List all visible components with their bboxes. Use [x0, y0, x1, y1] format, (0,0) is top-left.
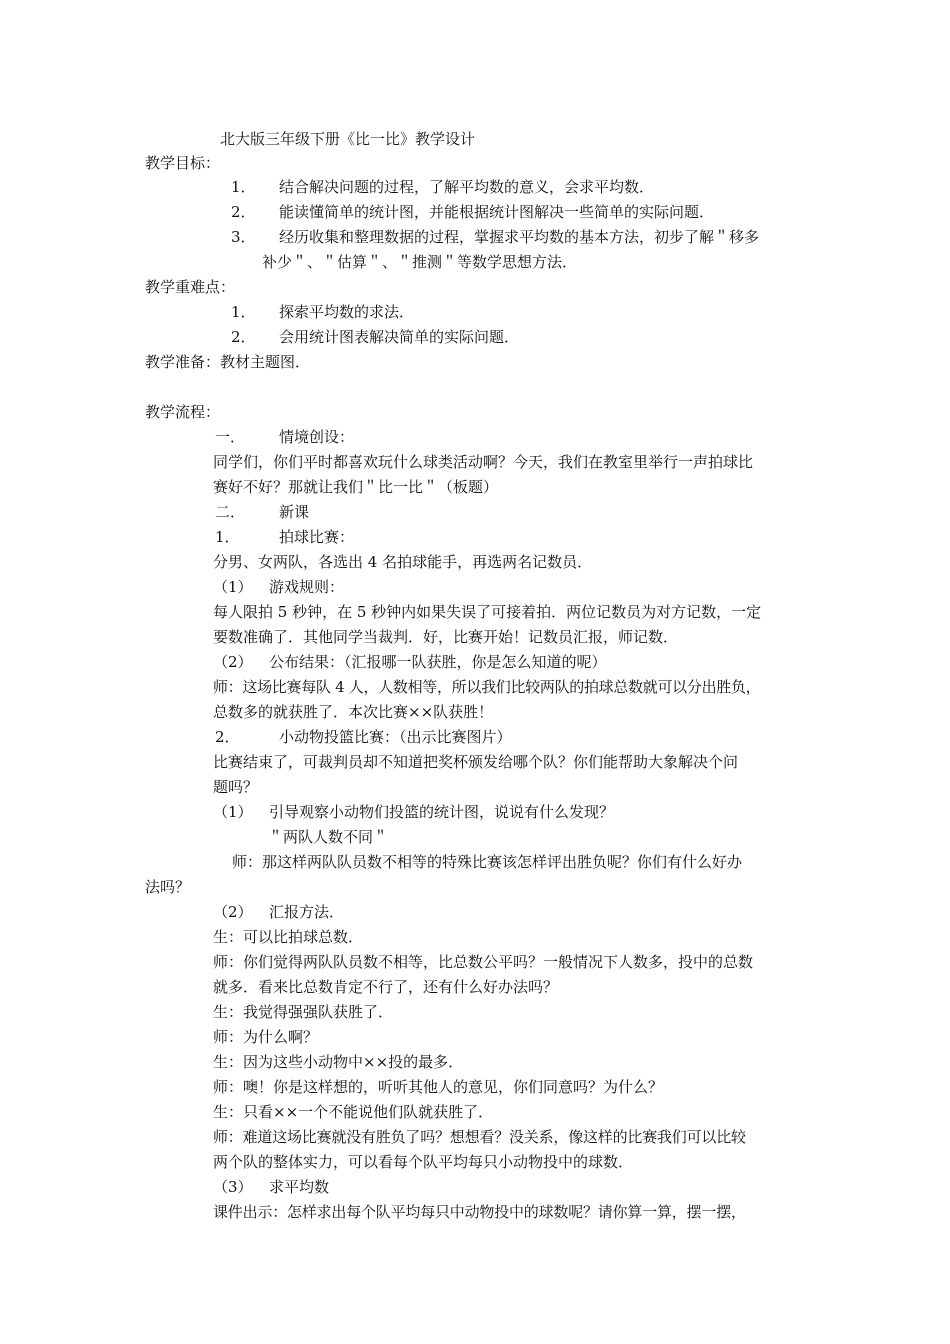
- paragraph: 生：我觉得强强队获胜了．: [213, 1003, 394, 1021]
- paragraph: 课件出示：怎样求出每个队平均每只中动物投中的球数呢？请你算一算，摆一摆，: [213, 1203, 746, 1221]
- paragraph: 师：噢！你是这样想的，听听其他人的意见，你们同意吗？为什么？: [213, 1078, 664, 1096]
- paragraph: 师：难道这场比赛就没有胜负了吗？想想看？没关系，像这样的比赛我们可以比较: [213, 1128, 746, 1146]
- paragraph: 总数多的就获胜了．本次比赛××队获胜！: [213, 703, 494, 721]
- paragraph: 就多．看来比总数肯定不行了，还有什么好办法吗？: [213, 978, 559, 996]
- sub-heading-2: （2） 汇报方法．: [213, 903, 345, 921]
- goal-2: 2． 能读懂简单的统计图，并能根据统计图解决一些简单的实际问题．: [231, 203, 715, 221]
- doc-title: 北大版三年级下册《比一比》教学设计: [220, 130, 476, 148]
- paragraph: 每人限拍 5 秒钟，在 5 秒钟内如果失误了可接着拍．两位记数员为对方记数，一定: [213, 603, 762, 621]
- sub-heading-2: （2） 公布结果：（汇报哪一队获胜，你是怎么知道的呢）: [213, 653, 607, 671]
- paragraph: 师：你们觉得两队队员数不相等，比总数公平吗？一般情况下人数多，投中的总数: [213, 953, 754, 971]
- key-points-heading: 教学重难点：: [145, 278, 236, 296]
- section-2-heading: 二． 新课: [215, 503, 310, 521]
- paragraph: 分男、女两队，各选出 4 名拍球能手，再选两名记数员．: [213, 553, 593, 571]
- sub-heading-3: （3） 求平均数: [213, 1178, 330, 1196]
- paragraph: 比赛结束了，可裁判员却不知道把奖杯颁发给哪个队？你们能帮助大象解决个问: [213, 753, 739, 771]
- paragraph: 法吗？: [145, 878, 191, 896]
- goals-heading: 教学目标：: [145, 154, 221, 172]
- paragraph: 两个队的整体实力，可以看每个队平均每只小动物投中的球数．: [213, 1153, 634, 1171]
- paragraph: 要数准确了．其他同学当裁判．好，比赛开始！记数员汇报，师记数．: [213, 628, 679, 646]
- paragraph: 同学们，你们平时都喜欢玩什么球类活动啊？今天，我们在教室里举行一声拍球比: [213, 453, 754, 471]
- paragraph: 生：因为这些小动物中××投的最多．: [213, 1053, 464, 1071]
- sub-heading-1: （1） 游戏规则：: [213, 578, 345, 596]
- item-1-heading: 1． 拍球比赛：: [215, 528, 355, 546]
- goal-3: 3． 经历收集和整理数据的过程，掌握求平均数的基本方法，初步了解＂移多: [231, 228, 760, 246]
- paragraph: 师：那这样两队队员数不相等的特殊比赛该怎样评出胜负呢？你们有什么好办: [232, 853, 743, 871]
- preparation: 教学准备：教材主题图．: [145, 353, 311, 371]
- section-1-heading: 一． 情境创设：: [215, 428, 355, 446]
- key-point-2: 2． 会用统计图表解决简单的实际问题．: [231, 328, 520, 346]
- paragraph: 生：可以比拍球总数．: [213, 928, 364, 946]
- flow-heading: 教学流程：: [145, 403, 221, 421]
- key-point-1: 1． 探索平均数的求法．: [231, 303, 415, 321]
- paragraph: 师：为什么啊？: [213, 1028, 319, 1046]
- item-2-heading: 2． 小动物投篮比赛：（出示比赛图片）: [215, 728, 512, 746]
- sub-heading-1: （1） 引导观察小动物们投篮的统计图，说说有什么发现？: [213, 803, 615, 821]
- paragraph: ＂两队人数不同＂: [268, 828, 389, 846]
- paragraph: 师：这场比赛每队 4 人，人数相等，所以我们比较两队的拍球总数就可以分出胜负，: [213, 678, 761, 696]
- goal-1: 1． 结合解决问题的过程，了解平均数的意义，会求平均数．: [231, 178, 655, 196]
- paragraph: 赛好不好？那就让我们＂比一比＂（板题）: [213, 478, 499, 496]
- paragraph: 生：只看××一个不能说他们队就获胜了．: [213, 1103, 494, 1121]
- paragraph: 题吗？: [213, 778, 259, 796]
- goal-3-continued: 补少＂、＂估算＂、＂推测＂等数学思想方法．: [262, 253, 578, 271]
